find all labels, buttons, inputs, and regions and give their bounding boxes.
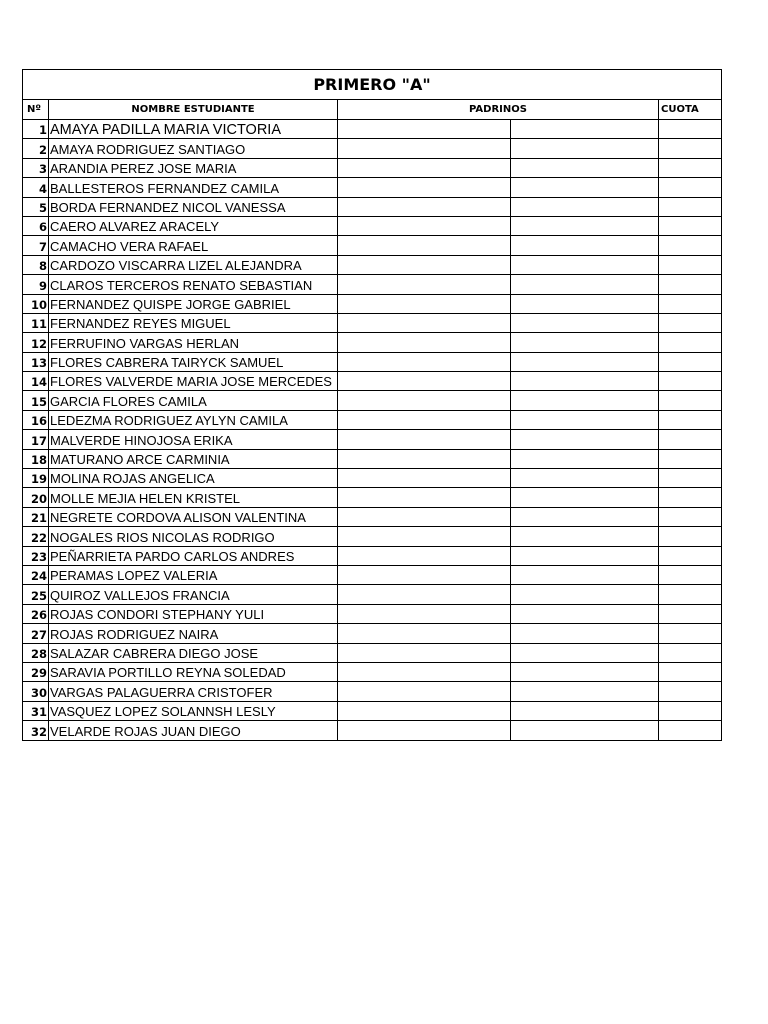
- cuota-cell[interactable]: [659, 216, 722, 235]
- row-number-cell[interactable]: 22: [23, 527, 49, 546]
- student-name-cell[interactable]: [49, 410, 338, 429]
- table-row: [23, 236, 722, 255]
- header-cuota[interactable]: CUOTA: [659, 100, 722, 120]
- padrino-cell-2[interactable]: [511, 430, 659, 449]
- padrino-cell-2[interactable]: [511, 372, 659, 391]
- padrino-cell-1[interactable]: [338, 410, 511, 429]
- cuota-cell[interactable]: [659, 624, 722, 643]
- padrino-cell-1[interactable]: [338, 236, 511, 255]
- padrino-cell-1[interactable]: [338, 313, 511, 332]
- padrino-cell-2[interactable]: [511, 410, 659, 429]
- padrino-cell-1[interactable]: [338, 585, 511, 604]
- cuota-cell[interactable]: [659, 682, 722, 701]
- student-name-text: MOLLE MEJIA HELEN KRISTEL: [50, 490, 241, 506]
- table-row: [23, 216, 722, 235]
- student-name-cell[interactable]: [49, 216, 338, 235]
- student-name-text: BALLESTEROS FERNANDEZ CAMILA: [50, 180, 279, 196]
- cuota-cell[interactable]: [659, 372, 722, 391]
- padrino-cell-1[interactable]: [338, 624, 511, 643]
- padrino-cell-2[interactable]: [511, 236, 659, 255]
- table-row: [23, 662, 722, 681]
- padrino-cell-2[interactable]: [511, 294, 659, 313]
- student-name-cell[interactable]: [49, 449, 338, 468]
- padrino-cell-1[interactable]: [338, 178, 511, 197]
- row-number-cell[interactable]: 25: [23, 585, 49, 604]
- cuota-cell[interactable]: [659, 585, 722, 604]
- table-row: [23, 546, 722, 565]
- padrino-cell-2[interactable]: [511, 546, 659, 565]
- cuota-cell[interactable]: [659, 313, 722, 332]
- cuota-cell[interactable]: [659, 391, 722, 410]
- padrino-cell-2[interactable]: [511, 643, 659, 662]
- padrino-cell-2[interactable]: [511, 139, 659, 158]
- row-number-cell[interactable]: 14: [23, 372, 49, 391]
- table-row: [23, 507, 722, 526]
- cuota-cell[interactable]: [659, 546, 722, 565]
- student-name-cell[interactable]: [49, 352, 338, 371]
- student-name-cell[interactable]: [49, 546, 338, 565]
- row-number-cell[interactable]: 13: [23, 352, 49, 371]
- student-name-text: SARAVIA PORTILLO REYNA SOLEDAD: [50, 665, 286, 681]
- row-number-cell[interactable]: 11: [23, 313, 49, 332]
- student-name-cell[interactable]: [49, 197, 338, 216]
- student-name-cell[interactable]: [49, 624, 338, 643]
- student-name-cell[interactable]: [49, 236, 338, 255]
- padrino-cell-2[interactable]: [511, 158, 659, 177]
- cuota-cell[interactable]: [659, 275, 722, 294]
- table-row: [23, 372, 722, 391]
- student-name-text: VELARDE ROJAS JUAN DIEGO: [50, 723, 241, 739]
- student-name-cell[interactable]: [49, 120, 338, 139]
- cuota-cell[interactable]: [659, 255, 722, 274]
- padrino-cell-1[interactable]: [338, 449, 511, 468]
- row-number-cell[interactable]: 28: [23, 643, 49, 662]
- student-name-cell[interactable]: [49, 682, 338, 701]
- student-name-text: GARCIA FLORES CAMILA: [50, 393, 207, 409]
- student-name-text: AMAYA PADILLA MARIA VICTORIA: [50, 122, 282, 139]
- row-number-cell[interactable]: 27: [23, 624, 49, 643]
- header-name[interactable]: NOMBRE ESTUDIANTE: [49, 100, 338, 120]
- cuota-cell[interactable]: [659, 662, 722, 681]
- row-number-cell[interactable]: 6: [23, 216, 49, 235]
- student-name-cell[interactable]: [49, 527, 338, 546]
- student-name-text: PEÑARRIETA PARDO CARLOS ANDRES: [50, 548, 295, 564]
- student-name-cell[interactable]: [49, 275, 338, 294]
- student-name-text: MATURANO ARCE CARMINIA: [50, 452, 230, 468]
- cuota-cell[interactable]: [659, 352, 722, 371]
- padrino-cell-1[interactable]: [338, 604, 511, 623]
- table-row: [23, 469, 722, 488]
- row-number-cell[interactable]: 23: [23, 546, 49, 565]
- padrino-cell-2[interactable]: [511, 701, 659, 720]
- row-number-cell[interactable]: 3: [23, 158, 49, 177]
- student-name-text: CAERO ALVAREZ ARACELY: [50, 219, 220, 235]
- table-row: [23, 294, 722, 313]
- spreadsheet-sheet: [22, 69, 721, 741]
- row-number-cell[interactable]: 9: [23, 275, 49, 294]
- student-name-text: FLORES CABRERA TAIRYCK SAMUEL: [50, 355, 284, 371]
- cuota-cell[interactable]: [659, 178, 722, 197]
- student-name-text: VARGAS PALAGUERRA CRISTOFER: [50, 684, 273, 700]
- cuota-cell[interactable]: [659, 488, 722, 507]
- cuota-cell[interactable]: [659, 604, 722, 623]
- table-row: [23, 255, 722, 274]
- padrino-cell-1[interactable]: [338, 391, 511, 410]
- cuota-cell[interactable]: [659, 507, 722, 526]
- row-number-cell[interactable]: 24: [23, 565, 49, 584]
- cuota-cell[interactable]: [659, 721, 722, 740]
- table-row: [23, 527, 722, 546]
- table-row: [23, 178, 722, 197]
- padrino-cell-2[interactable]: [511, 721, 659, 740]
- header-num[interactable]: Nº: [23, 100, 49, 120]
- row-number-cell[interactable]: 19: [23, 469, 49, 488]
- row-number-cell[interactable]: 15: [23, 391, 49, 410]
- padrino-cell-1[interactable]: [338, 216, 511, 235]
- student-name-text: FERRUFINO VARGAS HERLAN: [50, 335, 240, 351]
- student-name-text: NEGRETE CORDOVA ALISON VALENTINA: [50, 510, 306, 526]
- padrino-cell-2[interactable]: [511, 604, 659, 623]
- padrino-cell-2[interactable]: [511, 120, 659, 139]
- table-row: [23, 449, 722, 468]
- padrino-cell-2[interactable]: [511, 662, 659, 681]
- cuota-cell[interactable]: [659, 333, 722, 352]
- padrino-cell-1[interactable]: [338, 197, 511, 216]
- row-number-cell[interactable]: 31: [23, 701, 49, 720]
- student-name-cell[interactable]: [49, 294, 338, 313]
- student-name-cell[interactable]: [49, 643, 338, 662]
- padrino-cell-1[interactable]: [338, 158, 511, 177]
- student-name-text: SALAZAR CABRERA DIEGO JOSE: [50, 645, 259, 661]
- student-name-cell[interactable]: [49, 721, 338, 740]
- student-rows: [23, 120, 722, 741]
- student-name-cell[interactable]: [49, 313, 338, 332]
- padrino-cell-1[interactable]: [338, 682, 511, 701]
- cuota-cell[interactable]: [659, 449, 722, 468]
- padrino-cell-2[interactable]: [511, 469, 659, 488]
- student-name-text: QUIROZ VALLEJOS FRANCIA: [50, 587, 230, 603]
- table-row: [23, 313, 722, 332]
- student-name-cell[interactable]: [49, 255, 338, 274]
- padrino-cell-2[interactable]: [511, 565, 659, 584]
- student-name-text: CLAROS TERCEROS RENATO SEBASTIAN: [50, 277, 313, 293]
- padrino-cell-1[interactable]: [338, 255, 511, 274]
- padrino-cell-1[interactable]: [338, 333, 511, 352]
- cuota-cell[interactable]: [659, 410, 722, 429]
- cuota-cell[interactable]: [659, 469, 722, 488]
- table-row: [23, 410, 722, 429]
- student-name-cell[interactable]: [49, 372, 338, 391]
- row-number-cell[interactable]: 7: [23, 236, 49, 255]
- student-name-cell[interactable]: [49, 565, 338, 584]
- student-name-cell[interactable]: [49, 701, 338, 720]
- padrino-cell-2[interactable]: [511, 449, 659, 468]
- padrino-cell-2[interactable]: [511, 275, 659, 294]
- student-name-text: CARDOZO VISCARRA LIZEL ALEJANDRA: [50, 258, 302, 274]
- padrino-cell-2[interactable]: [511, 391, 659, 410]
- table-row: [23, 643, 722, 662]
- table-row: [23, 701, 722, 720]
- table-row: [23, 721, 722, 740]
- padrino-cell-1[interactable]: [338, 701, 511, 720]
- padrino-cell-1[interactable]: [338, 275, 511, 294]
- padrino-cell-2[interactable]: [511, 624, 659, 643]
- row-number-cell[interactable]: 18: [23, 449, 49, 468]
- padrino-cell-1[interactable]: [338, 352, 511, 371]
- padrino-cell-1[interactable]: [338, 721, 511, 740]
- table-row: [23, 624, 722, 643]
- student-name-cell[interactable]: [49, 488, 338, 507]
- student-name-text: ROJAS CONDORI STEPHANY YULI: [50, 607, 265, 623]
- student-name-cell[interactable]: [49, 507, 338, 526]
- table-row: [23, 488, 722, 507]
- padrino-cell-2[interactable]: [511, 507, 659, 526]
- row-number-cell[interactable]: 21: [23, 507, 49, 526]
- padrino-cell-1[interactable]: [338, 120, 511, 139]
- padrino-cell-2[interactable]: [511, 352, 659, 371]
- student-name-cell[interactable]: [49, 430, 338, 449]
- padrino-cell-1[interactable]: [338, 546, 511, 565]
- row-number-cell[interactable]: 10: [23, 294, 49, 313]
- student-name-text: FLORES VALVERDE MARIA JOSE MERCEDES: [50, 374, 332, 390]
- padrino-cell-1[interactable]: [338, 662, 511, 681]
- table-row: [23, 565, 722, 584]
- student-name-cell[interactable]: [49, 662, 338, 681]
- student-name-cell[interactable]: [49, 604, 338, 623]
- padrino-cell-2[interactable]: [511, 488, 659, 507]
- padrino-cell-2[interactable]: [511, 682, 659, 701]
- padrino-cell-1[interactable]: [338, 507, 511, 526]
- padrino-cell-1[interactable]: [338, 469, 511, 488]
- cuota-cell[interactable]: [659, 197, 722, 216]
- student-name-text: BORDA FERNANDEZ NICOL VANESSA: [50, 199, 286, 215]
- cuota-cell[interactable]: [659, 294, 722, 313]
- row-number-cell[interactable]: 1: [23, 120, 49, 139]
- student-name-text: VASQUEZ LOPEZ SOLANNSH LESLY: [50, 704, 276, 720]
- cuota-cell[interactable]: [659, 236, 722, 255]
- table-row: [23, 120, 722, 139]
- row-number-cell[interactable]: 29: [23, 662, 49, 681]
- row-number-cell[interactable]: 17: [23, 430, 49, 449]
- cuota-cell[interactable]: [659, 158, 722, 177]
- row-number-cell[interactable]: 12: [23, 333, 49, 352]
- student-name-cell[interactable]: [49, 178, 338, 197]
- cuota-cell[interactable]: [659, 430, 722, 449]
- student-name-text: AMAYA RODRIGUEZ SANTIAGO: [50, 141, 246, 157]
- student-name-cell[interactable]: [49, 391, 338, 410]
- student-name-cell[interactable]: [49, 139, 338, 158]
- row-number-cell[interactable]: 32: [23, 721, 49, 740]
- header-padrinos[interactable]: PADRINOS: [338, 100, 659, 120]
- padrino-cell-1[interactable]: [338, 294, 511, 313]
- cuota-cell[interactable]: [659, 701, 722, 720]
- student-name-text: FERNANDEZ QUISPE JORGE GABRIEL: [50, 296, 291, 312]
- table-row: [23, 197, 722, 216]
- row-number-cell[interactable]: 30: [23, 682, 49, 701]
- table-row: [23, 333, 722, 352]
- table-row: [23, 139, 722, 158]
- padrino-cell-1[interactable]: [338, 643, 511, 662]
- header-row: [23, 100, 722, 120]
- table-row: [23, 585, 722, 604]
- student-name-text: LEDEZMA RODRIGUEZ AYLYN CAMILA: [50, 413, 288, 429]
- cuota-cell[interactable]: [659, 120, 722, 139]
- row-number-cell[interactable]: 4: [23, 178, 49, 197]
- table-row: [23, 391, 722, 410]
- student-name-cell[interactable]: [49, 469, 338, 488]
- row-number-cell[interactable]: 16: [23, 410, 49, 429]
- padrino-cell-2[interactable]: [511, 313, 659, 332]
- table-row: [23, 682, 722, 701]
- sheet-title[interactable]: PRIMERO "A": [23, 70, 722, 100]
- table-row: [23, 275, 722, 294]
- cuota-cell[interactable]: [659, 139, 722, 158]
- student-table: [22, 69, 722, 741]
- padrino-cell-2[interactable]: [511, 585, 659, 604]
- cuota-cell[interactable]: [659, 527, 722, 546]
- student-name-text: FERNANDEZ REYES MIGUEL: [50, 316, 231, 332]
- padrino-cell-2[interactable]: [511, 197, 659, 216]
- student-name-text: MOLINA ROJAS ANGELICA: [50, 471, 215, 487]
- table-row: [23, 604, 722, 623]
- padrino-cell-2[interactable]: [511, 527, 659, 546]
- student-name-text: ARANDIA PEREZ JOSE MARIA: [50, 161, 237, 177]
- padrino-cell-1[interactable]: [338, 430, 511, 449]
- student-name-cell[interactable]: [49, 158, 338, 177]
- table-row: [23, 158, 722, 177]
- student-name-text: NOGALES RIOS NICOLAS RODRIGO: [50, 529, 275, 545]
- table-row: [23, 430, 722, 449]
- student-name-text: MALVERDE HINOJOSA ERIKA: [50, 432, 233, 448]
- padrino-cell-1[interactable]: [338, 565, 511, 584]
- padrino-cell-2[interactable]: [511, 255, 659, 274]
- row-number-cell[interactable]: 2: [23, 139, 49, 158]
- row-number-cell[interactable]: 5: [23, 197, 49, 216]
- row-number-cell[interactable]: 20: [23, 488, 49, 507]
- padrino-cell-1[interactable]: [338, 488, 511, 507]
- student-name-cell[interactable]: [49, 333, 338, 352]
- table-row: [23, 352, 722, 371]
- padrino-cell-2[interactable]: [511, 216, 659, 235]
- student-name-cell[interactable]: [49, 585, 338, 604]
- padrino-cell-1[interactable]: [338, 139, 511, 158]
- padrino-cell-2[interactable]: [511, 333, 659, 352]
- student-name-text: CAMACHO VERA RAFAEL: [50, 238, 209, 254]
- cuota-cell[interactable]: [659, 565, 722, 584]
- padrino-cell-2[interactable]: [511, 178, 659, 197]
- padrino-cell-1[interactable]: [338, 372, 511, 391]
- row-number-cell[interactable]: 26: [23, 604, 49, 623]
- cuota-cell[interactable]: [659, 643, 722, 662]
- row-number-cell[interactable]: 8: [23, 255, 49, 274]
- student-name-text: PERAMAS LOPEZ VALERIA: [50, 568, 218, 584]
- student-name-text: ROJAS RODRIGUEZ NAIRA: [50, 626, 219, 642]
- padrino-cell-1[interactable]: [338, 527, 511, 546]
